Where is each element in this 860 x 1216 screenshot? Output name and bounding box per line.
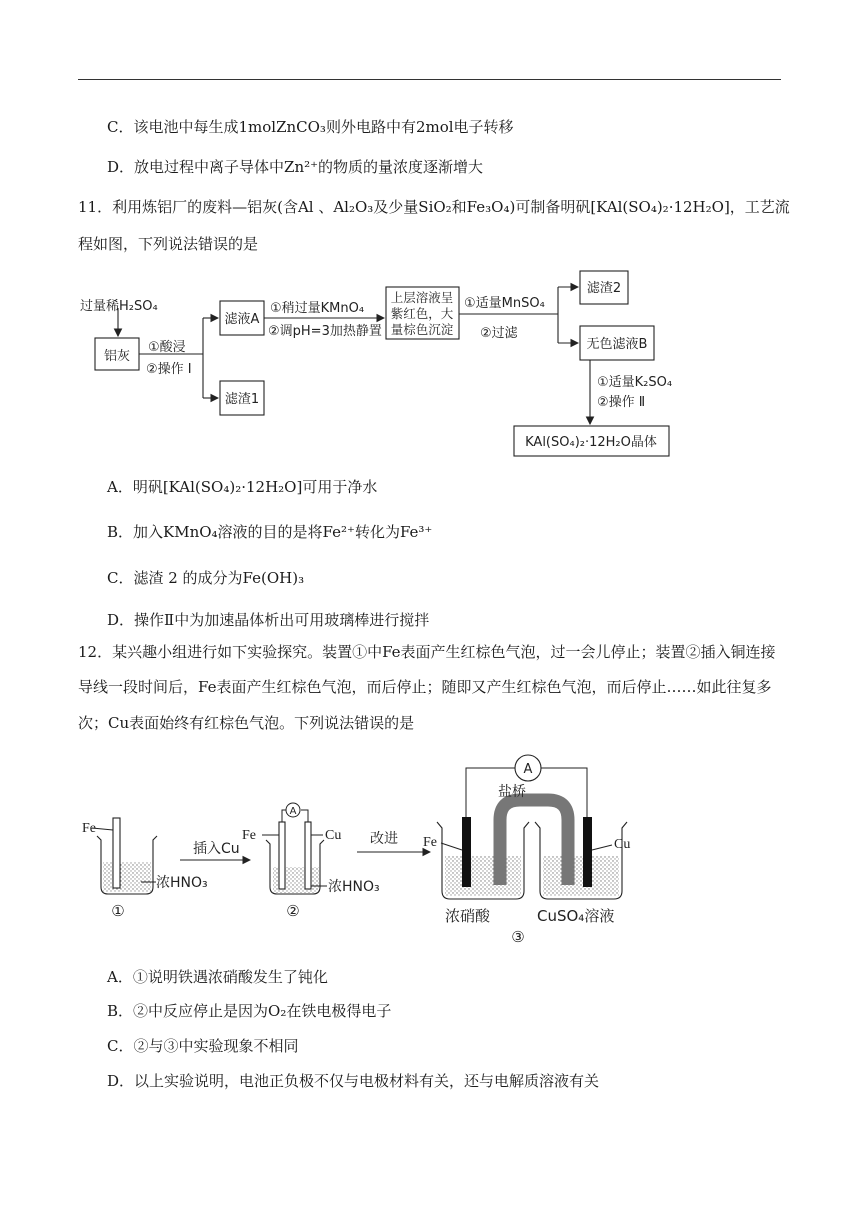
- q12-stem-line1: 12．某兴趣小组进行如下实验探究。装置①中Fe表面产生红棕色气泡，过一会儿停止；装置②插入铜连接: [78, 643, 776, 661]
- q11-option-c: C．滤渣 2 的成分为Fe(OH)₃: [107, 569, 305, 587]
- q10-option-c: C．该电池中每生成1molZnCO₃则外电路中有2mol电子转移: [107, 118, 514, 136]
- fig-arrow1-label: 插入Cu: [193, 841, 240, 857]
- flow-box-filtrate-a: 滤液A: [224, 312, 260, 327]
- q11-stem-line1: 11．利用炼铝厂的废料—铝灰(含Al 、Al₂O₃及少量SiO₂和Fe₃O₄)可制备明矾[KAl(SO₄)₂·12H₂O]，工艺流: [78, 198, 790, 216]
- flow-box-filtrate-b: 无色滤液B: [586, 337, 648, 352]
- flow-step4-bottom: ②操作 Ⅱ: [597, 395, 646, 410]
- q12-stem-line3: 次；Cu表面始终有红棕色气泡。下列说法错误的是: [78, 714, 415, 732]
- q12-option-a: A．①说明铁遇浓硝酸发生了钝化: [107, 968, 328, 986]
- q12-option-d: D．以上实验说明，电池正负极不仅与电极材料有关，还与电解质溶液有关: [107, 1072, 600, 1090]
- beaker-1: [92, 818, 157, 894]
- flow-step3-top: ①适量MnSO₄: [464, 296, 545, 311]
- flow-reagent-label: 过量稀H₂SO₄: [80, 299, 158, 314]
- flow-box-product: KAl(SO₄)₂·12H₂O晶体: [525, 435, 657, 450]
- flow-box-start: 铝灰: [103, 349, 131, 364]
- flow-step2-top: ①稍过量KMnO₄: [270, 301, 365, 316]
- fig-meter2: A: [289, 806, 297, 817]
- q11-stem-line2: 程如图，下列说法错误的是: [78, 235, 259, 253]
- q10-option-d: D．放电过程中离子导体中Zn²⁺的物质的量浓度逐渐增大: [107, 158, 484, 176]
- fig-num1: ①: [111, 902, 125, 920]
- flow-box-mid-line1: 上层溶液呈: [390, 290, 454, 305]
- flow-step3-bottom: ②过滤: [480, 326, 518, 341]
- fig-sol-left: 浓硝酸: [445, 907, 491, 925]
- cu-electrode-3: [583, 817, 592, 887]
- fig-cu2-label: Cu: [325, 828, 342, 843]
- q11-option-b: B．加入KMnO₄溶液的目的是将Fe²⁺转化为Fe³⁺: [107, 523, 433, 541]
- q12-stem-line2: 导线一段时间后，Fe表面产生红棕色气泡，而后停止；随即又产生红棕色气泡，而后停止……如此往复多: [78, 678, 772, 696]
- fig-bridge-label: 盐桥: [498, 784, 526, 800]
- flow-step1-top: ①酸浸: [148, 340, 186, 355]
- fe-electrode-3: [462, 817, 471, 887]
- fig-num3: ③: [511, 928, 525, 946]
- q12-option-c: C．②与③中实验现象不相同: [107, 1037, 299, 1055]
- flow-step4-top: ①适量K₂SO₄: [597, 375, 673, 390]
- fig-arrow2-label: 改进: [370, 831, 398, 847]
- fig-meter3: A: [523, 762, 533, 777]
- fig-num2: ②: [286, 902, 300, 920]
- fe-electrode-1: [113, 818, 120, 888]
- flow-box-residue-2: 滤渣2: [586, 281, 622, 296]
- flow-step1-bottom: ②操作 Ⅰ: [146, 362, 192, 377]
- fig-fe3-label: Fe: [423, 835, 437, 850]
- fe-electrode-2: [279, 822, 285, 889]
- flow-box-residue-1: 滤渣1: [224, 392, 260, 407]
- fig-fe1-label: Fe: [82, 821, 96, 836]
- flow-box-mid-line3: 量棕色沉淀: [390, 322, 454, 337]
- q11-option-d: D．操作Ⅱ中为加速晶体析出可用玻璃棒进行搅拌: [107, 611, 430, 629]
- cu-electrode-2: [305, 822, 311, 889]
- fig-cu3-label: Cu: [614, 837, 631, 852]
- flow-box-mid-line2: 紫红色，大: [390, 306, 454, 321]
- q11-option-a: A．明矾[KAl(SO₄)₂·12H₂O]可用于净水: [107, 478, 378, 496]
- fig-acid1-label: 浓HNO₃: [156, 875, 208, 891]
- fig-fe2-label: Fe: [242, 828, 256, 843]
- fig-acid2-label: 浓HNO₃: [328, 879, 380, 895]
- flow-step2-bottom: ②调pH=3加热静置: [268, 324, 382, 339]
- fig-sol-right: CuSO₄溶液: [537, 907, 615, 925]
- q12-option-b: B．②中反应停止是因为O₂在铁电极得电子: [107, 1002, 392, 1020]
